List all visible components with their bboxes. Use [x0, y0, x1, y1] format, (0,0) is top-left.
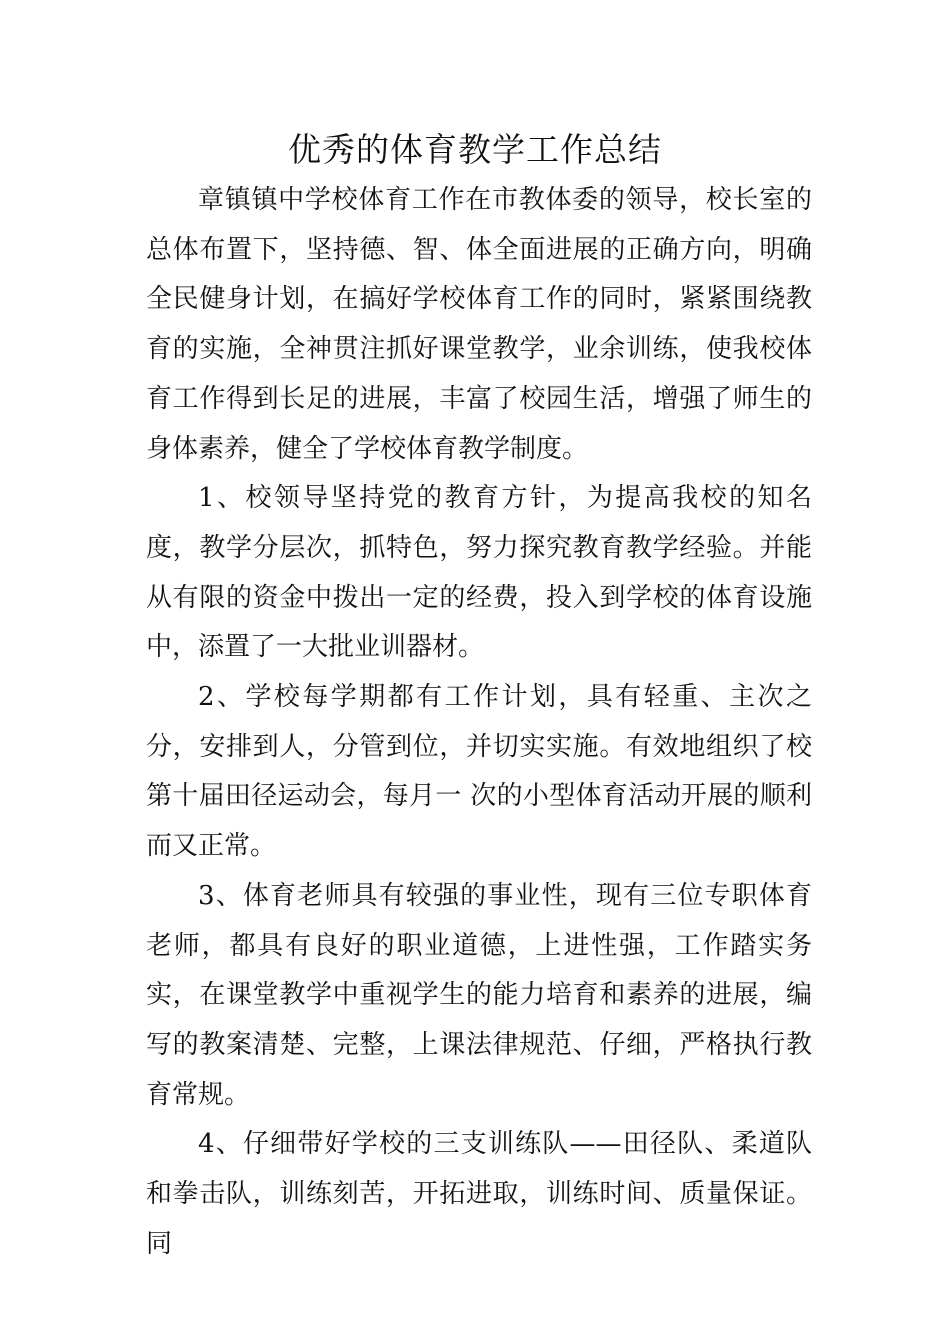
paragraph-item-2: 2、学校每学期都有工作计划，具有轻重、主次之分，安排到人，分管到位，并切实实施。有效地组织了校第十届田径运动会，每月一 次的小型体育活动开展的顺利而又正常。 [146, 682, 812, 862]
document-title: 优秀的体育教学工作总结 [288, 130, 662, 169]
paragraph-item-4: 4、仔细带好学校的三支训练队——田径队、柔道队和拳击队，训练刻苦，开拓进取，训练时间、质量保证。同 [146, 1129, 812, 1259]
paragraph-item-3: 3、体育老师具有较强的事业性，现有三位专职体育老师，都具有良好的职业道德，上进性强，工作踏实务实，在课堂教学中重视学生的能力培育和素养的进展，编写的教案清楚、完整，上课法律规范、仔细，严格执行教育常规。 [146, 880, 812, 1110]
paragraph-intro: 章镇镇中学校体育工作在市教体委的领导，校长室的总体布置下，坚持德、智、体全面进展的正确方向，明确全民健身计划，在搞好学校体育工作的同时，紧紧围绕教育的实施，全神贯注抓好课堂教学，业余训练，使我校体育工作得到长足的进展，丰富了校园生活，增强了师生的身体素养，健全了学校体育教学制度。 [146, 185, 812, 464]
paragraph-item-1: 1、校领导坚持党的教育方针，为提高我校的知名度，教学分层次，抓特色，努力探究教育教学经验。并能从有限的资金中拨出一定的经费，投入到学校的体育设施中，添置了一大批业训器材。 [146, 483, 812, 663]
document-body [146, 176, 812, 1269]
